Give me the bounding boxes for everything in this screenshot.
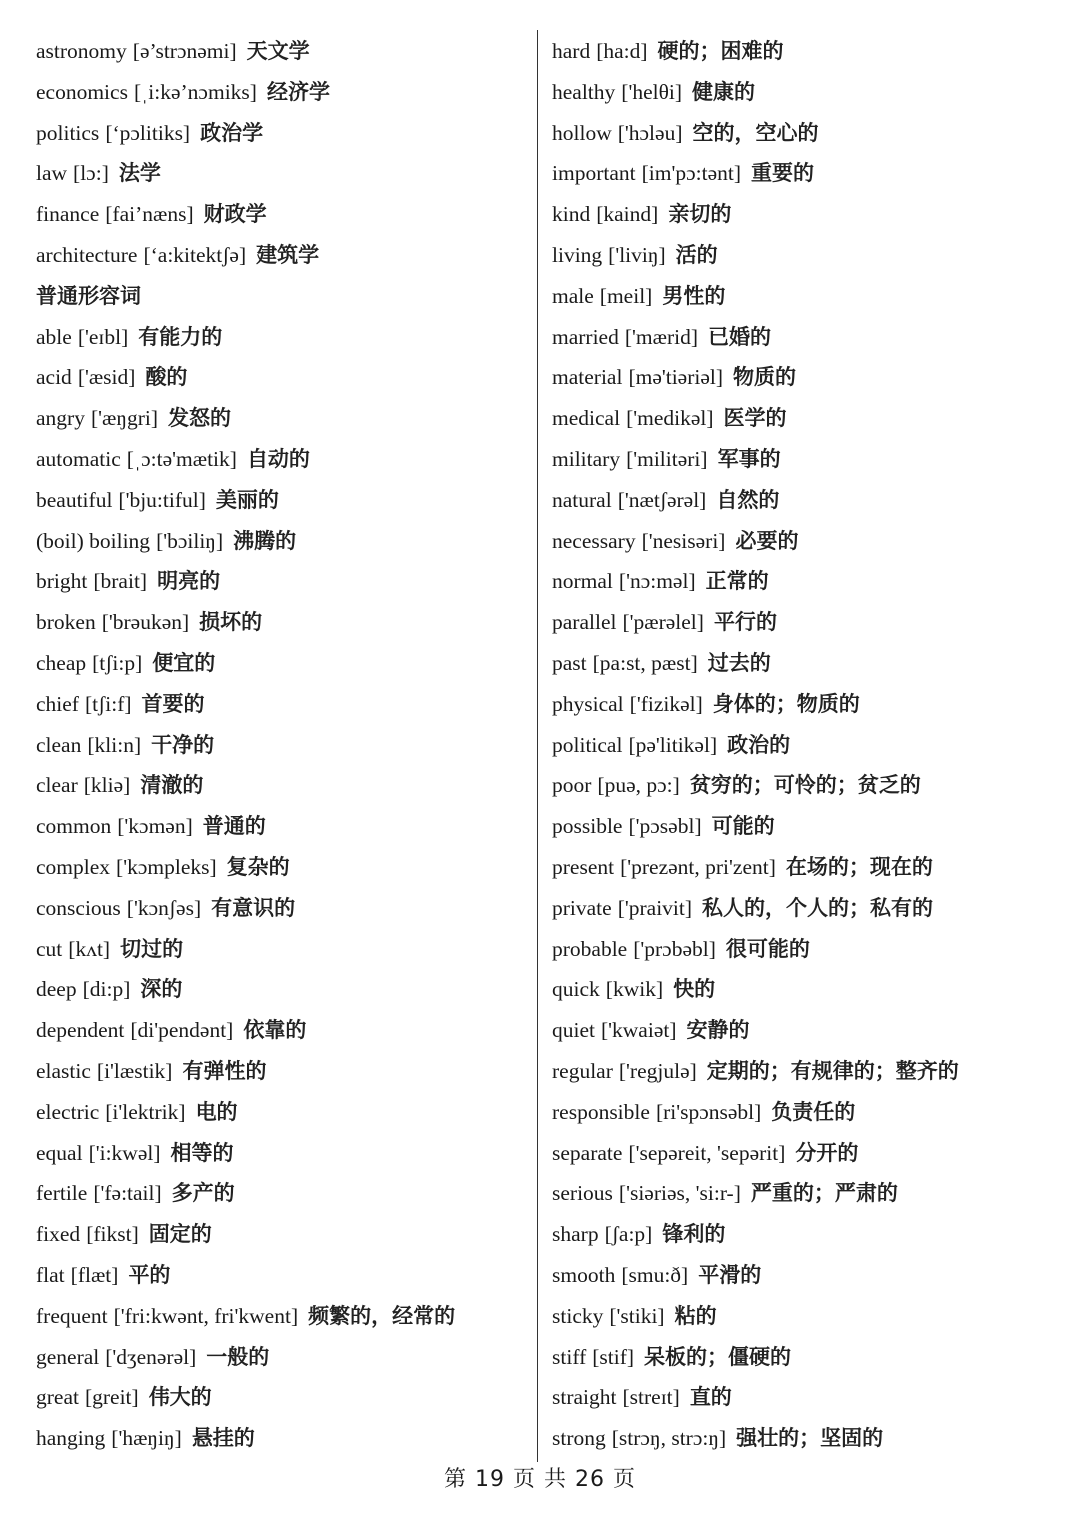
vocab-translation: 损坏的 (199, 610, 263, 635)
vocab-phonetic: ['regjulə] (618, 1058, 697, 1083)
vocab-word: hanging (36, 1426, 106, 1451)
vocab-phonetic: ['hɔləu] (617, 120, 683, 145)
vocab-word: smooth (552, 1262, 616, 1287)
vocab-translation: 平滑的 (698, 1262, 762, 1287)
vocab-word: political (552, 732, 623, 757)
vocab-word: living (552, 242, 603, 267)
vocab-entry (36, 929, 526, 970)
vocab-translation: 正常的 (705, 569, 769, 594)
vocab-word: clear (36, 773, 78, 798)
vocab-entry (36, 194, 526, 235)
vocab-translation: 身体的；物质的 (712, 691, 860, 716)
vocab-phonetic: ['liviŋ] (608, 242, 666, 267)
vocab-phonetic: [streɪt] (622, 1385, 680, 1410)
vocab-phonetic: ['stiki] (609, 1303, 665, 1328)
vocab-translation: 政治的 (727, 732, 791, 757)
vocab-word: electric (36, 1099, 100, 1124)
vocab-translation: 硬的；困难的 (657, 39, 784, 63)
vocab-entry (36, 480, 526, 521)
vocab-phonetic: [ə’strɔnəmi] (132, 39, 237, 63)
vocab-phonetic: ['siəriəs, 'si:r-] (618, 1181, 741, 1206)
vocab-entry (36, 235, 526, 276)
vocab-entry (36, 1377, 526, 1418)
vocab-translation: 财政学 (203, 202, 267, 227)
vocab-entry (36, 1296, 526, 1337)
vocab-phonetic: [kwik] (605, 977, 664, 1002)
vocab-word: healthy (552, 79, 616, 104)
vocab-translation: 医学的 (723, 406, 787, 431)
vocab-word: cut (36, 936, 63, 961)
vocab-entry (36, 1214, 526, 1255)
vocab-translation: 强壮的；坚固的 (736, 1426, 884, 1451)
vocab-entry (36, 439, 526, 480)
vocab-translation: 分开的 (795, 1140, 859, 1165)
vocab-phonetic: [kaind] (596, 202, 659, 227)
vocab-word: straight (552, 1385, 617, 1410)
vocab-phonetic: ['nɔ:məl] (618, 569, 696, 594)
vocab-translation: 复杂的 (226, 854, 290, 879)
vocab-phonetic: [kʌt] (68, 936, 111, 961)
vocab-entry (36, 31, 526, 72)
vocab-entry (36, 602, 526, 643)
vocab-entry (552, 1418, 1072, 1459)
vocab-translation: 美丽的 (215, 487, 279, 512)
vocab-entry (552, 643, 1072, 684)
vocab-phonetic: ['i:kwəl] (88, 1140, 161, 1165)
vocab-phonetic: [ri'spɔnsəbl] (655, 1099, 762, 1124)
vocab-translation: 首要的 (141, 691, 205, 716)
vocab-translation: 健康的 (692, 79, 756, 104)
vocab-word: important (552, 161, 636, 186)
vocab-translation: 私人的，个人的；私有的 (702, 895, 934, 920)
vocab-translation: 固定的 (148, 1222, 212, 1247)
vocab-word: serious (552, 1181, 613, 1206)
vocab-word: broken (36, 610, 96, 635)
vocab-translation: 过去的 (707, 650, 771, 675)
vocab-translation: 已婚的 (708, 324, 771, 349)
vocab-entry (552, 969, 1072, 1010)
vocab-entry (36, 806, 526, 847)
vocab-translation: 贫穷的；可怜的；贫乏的 (689, 773, 921, 798)
vocab-entry (36, 725, 526, 766)
vocab-translation: 粘的 (674, 1303, 717, 1328)
vocab-translation: 一般的 (206, 1344, 270, 1369)
vocab-entry (36, 765, 526, 806)
vocab-word: stiff (552, 1344, 587, 1369)
vocab-entry (552, 317, 1072, 358)
vocab-entry (36, 1337, 526, 1378)
vocab-phonetic: ['militəri] (626, 446, 708, 471)
vocab-word: strong (552, 1426, 606, 1451)
vocab-translation: 经济学 (266, 79, 330, 104)
vocab-phonetic: [fai’næns] (105, 202, 194, 227)
vocab-translation: 发怒的 (168, 406, 232, 431)
vocab-translation: 有弹性的 (182, 1058, 267, 1083)
vocab-phonetic: [smu:ð] (621, 1262, 689, 1287)
vocab-phonetic: ['hæŋiŋ] (111, 1426, 182, 1451)
vocab-word: cheap (36, 650, 87, 675)
vocab-word: natural (552, 487, 612, 512)
vocab-entry (36, 561, 526, 602)
vocab-word: male (552, 283, 594, 308)
vocab-entry (552, 1337, 1072, 1378)
vocab-entry (36, 1173, 526, 1214)
vocab-entry (552, 31, 1072, 72)
vocab-entry (552, 847, 1072, 888)
vocab-word: frequent (36, 1303, 108, 1328)
vocab-word: common (36, 814, 112, 839)
vocab-phonetic: ['fizikəl] (629, 691, 703, 716)
vocab-word: deep (36, 977, 77, 1002)
vocab-phonetic: ['prezənt, pri'zent] (620, 854, 776, 879)
vocab-translation: 普通的 (202, 814, 266, 839)
vocab-word: past (552, 650, 587, 675)
vocab-phonetic: ['fə:tail] (93, 1181, 162, 1206)
vocab-word: probable (552, 936, 628, 961)
vocab-entry (552, 1173, 1072, 1214)
vocab-phonetic: [tʃi:f] (84, 691, 132, 716)
vocab-word: flat (36, 1262, 65, 1287)
vocab-phonetic: [‘a:kitektʃə] (143, 242, 247, 267)
vocab-translation: 有意识的 (211, 895, 296, 920)
vocab-phonetic: ['pærəlel] (622, 610, 704, 635)
vocab-entry (36, 72, 526, 113)
vocab-phonetic: [i'læstik] (96, 1058, 173, 1083)
vocab-word: parallel (552, 610, 617, 635)
vocab-entry (36, 521, 526, 562)
vocab-phonetic: [di:p] (82, 977, 131, 1002)
vocab-entry (36, 1010, 526, 1051)
vocab-entry (552, 929, 1072, 970)
vocab-word: law (36, 161, 68, 186)
vocab-word: bright (36, 569, 88, 594)
vocab-word: married (552, 324, 619, 349)
vocab-phonetic: ['bju:tiful] (118, 487, 206, 512)
vocab-phonetic: [i'lektrik] (105, 1099, 186, 1124)
vocab-entry (552, 1133, 1072, 1174)
vocab-entry (552, 602, 1072, 643)
vocab-word: angry (36, 406, 85, 431)
vocab-translation: 平的 (128, 1262, 171, 1287)
vocab-word: great (36, 1385, 79, 1410)
vocab-entry (552, 398, 1072, 439)
vocab-entry (552, 1214, 1072, 1255)
vocab-phonetic: ['pɔsəbl] (628, 814, 702, 839)
vocab-word: acid (36, 365, 72, 390)
vocab-entry (552, 480, 1072, 521)
vocab-phonetic: ['dʒenərəl] (105, 1344, 197, 1369)
vocab-word: elastic (36, 1058, 91, 1083)
vocab-translation: 定期的；有规律的；整齐的 (706, 1058, 959, 1083)
vocab-entry (36, 317, 526, 358)
vocab-entry (552, 113, 1072, 154)
vocab-translation: 安静的 (686, 1018, 750, 1043)
vocab-phonetic: [flæt] (70, 1262, 119, 1287)
vocab-phonetic: ['kwaiət] (601, 1018, 677, 1043)
section-heading-text: 普通形容词 (36, 283, 141, 308)
vocab-translation: 锋利的 (662, 1222, 726, 1247)
vocab-phonetic: ['brəukən] (101, 610, 190, 635)
vocab-entry (552, 1296, 1072, 1337)
vocab-word: sharp (552, 1222, 599, 1247)
vocab-phonetic: ['nætʃərəl] (617, 487, 707, 512)
vocab-phonetic: [stif] (592, 1344, 635, 1369)
vocab-entry (36, 357, 526, 398)
vocab-entry (552, 439, 1072, 480)
vocab-translation: 重要的 (751, 161, 815, 186)
vocab-entry (36, 153, 526, 194)
vocab-word: present (552, 854, 615, 879)
vocab-translation: 明亮的 (157, 569, 221, 594)
vocab-word: architecture (36, 242, 138, 267)
vocab-entry (552, 561, 1072, 602)
vocab-phonetic: ['kɔnʃəs] (126, 895, 202, 920)
vocab-translation: 切过的 (120, 936, 184, 961)
vocab-phonetic: [meil] (599, 283, 653, 308)
vocab-translation: 负责任的 (771, 1099, 856, 1124)
vocab-translation: 伟大的 (148, 1385, 212, 1410)
vocab-word: equal (36, 1140, 83, 1165)
vocab-word: kind (552, 202, 591, 227)
vocab-phonetic: ['helθi] (621, 79, 683, 104)
vocab-translation: 悬挂的 (191, 1426, 255, 1451)
vocab-translation: 自动的 (246, 446, 310, 471)
vocab-phonetic: [pə'litikəl] (628, 732, 718, 757)
vocab-translation: 深的 (140, 977, 183, 1002)
vocab-entry (36, 684, 526, 725)
vocab-word: regular (552, 1058, 613, 1083)
vocab-word: hard (552, 39, 591, 63)
vocab-translation: 相等的 (170, 1140, 234, 1165)
vocab-phonetic: ['praivit] (617, 895, 693, 920)
vocab-entry (36, 847, 526, 888)
vocab-translation: 酸的 (145, 365, 188, 390)
vocab-translation: 物质的 (733, 365, 797, 390)
vocab-phonetic: ['kɔmpleks] (116, 854, 217, 879)
vocab-translation: 快的 (673, 977, 716, 1002)
vocab-entry (552, 235, 1072, 276)
vocab-entry (36, 643, 526, 684)
vocab-entry (36, 888, 526, 929)
vocab-phonetic: [‘pɔlitiks] (105, 120, 191, 145)
vocab-word: conscious (36, 895, 121, 920)
vocab-translation: 可能的 (711, 814, 775, 839)
vocab-phonetic: [kli:n] (87, 732, 142, 757)
vocab-word: poor (552, 773, 592, 798)
vocab-word: military (552, 446, 621, 471)
vocab-entry (36, 1133, 526, 1174)
vocab-phonetic: [ˌɔ:tə'mætik] (126, 446, 237, 471)
vocab-phonetic: [im'pɔ:tənt] (641, 161, 742, 186)
vocab-phonetic: [ˌi:kə’nɔmiks] (133, 79, 257, 104)
vocab-translation: 呆板的；僵硬的 (644, 1344, 792, 1369)
vocab-word: fixed (36, 1222, 81, 1247)
vocab-phonetic: [pa:st, pæst] (592, 650, 698, 675)
vocab-translation: 军事的 (717, 446, 781, 471)
page-footer: 第 19 页 共 26 页 (444, 1467, 636, 1492)
vocab-translation: 电的 (195, 1099, 238, 1124)
vocab-translation: 沸腾的 (233, 528, 297, 553)
vocab-translation: 建筑学 (256, 242, 320, 267)
vocab-translation: 天文学 (246, 39, 310, 63)
vocab-word: (boil) boiling (36, 528, 151, 553)
vocab-translation: 便宜的 (152, 650, 216, 675)
vocab-entry (36, 1051, 526, 1092)
vocab-entry (552, 1255, 1072, 1296)
vocab-column-right (552, 31, 1072, 1459)
vocab-phonetic: ['bɔiliŋ] (156, 528, 224, 553)
vocab-word: complex (36, 854, 111, 879)
vocab-entry (552, 1377, 1072, 1418)
vocab-word: general (36, 1344, 100, 1369)
vocab-word: physical (552, 691, 624, 716)
vocab-phonetic: [kliə] (83, 773, 131, 798)
vocab-phonetic: [di'pendənt] (130, 1018, 234, 1043)
vocab-word: responsible (552, 1099, 650, 1124)
vocab-phonetic: ['nesisəri] (641, 528, 726, 553)
vocab-translation: 多产的 (171, 1181, 235, 1206)
vocab-phonetic: [mə'tiəriəl] (628, 365, 724, 390)
vocab-entry (36, 398, 526, 439)
vocab-entry (36, 1092, 526, 1133)
vocab-word: hollow (552, 120, 612, 145)
vocab-phonetic: [fikst] (86, 1222, 139, 1247)
vocab-translation: 依靠的 (243, 1018, 307, 1043)
vocab-word: separate (552, 1140, 623, 1165)
vocab-translation: 男性的 (662, 283, 726, 308)
vocab-translation: 有能力的 (138, 324, 223, 349)
section-heading (36, 276, 526, 317)
vocab-translation: 空的，空心的 (692, 120, 819, 145)
vocab-translation: 政治学 (200, 120, 264, 145)
vocab-entry (552, 72, 1072, 113)
vocab-word: possible (552, 814, 623, 839)
vocab-entry (552, 521, 1072, 562)
vocab-word: quiet (552, 1018, 595, 1043)
vocab-entry (552, 806, 1072, 847)
vocab-phonetic: ['prɔbəbl] (633, 936, 716, 961)
vocab-entry (36, 1255, 526, 1296)
vocab-phonetic: [strɔŋ, strɔ:ŋ] (611, 1426, 727, 1451)
vocab-translation: 自然的 (716, 487, 780, 512)
vocab-translation: 干净的 (151, 732, 215, 757)
vocab-word: economics (36, 79, 128, 104)
vocab-phonetic: [tʃi:p] (92, 650, 143, 675)
vocab-translation: 直的 (689, 1385, 732, 1410)
vocab-entry (552, 684, 1072, 725)
vocab-phonetic: ['eɪbl] (77, 324, 129, 349)
vocab-phonetic: [brait] (93, 569, 148, 594)
vocab-word: necessary (552, 528, 636, 553)
vocab-word: private (552, 895, 612, 920)
vocab-entry (36, 1418, 526, 1459)
vocab-column-left (36, 31, 526, 1459)
vocab-phonetic: [lɔ:] (73, 161, 109, 186)
vocab-entry (552, 1092, 1072, 1133)
vocab-entry (36, 113, 526, 154)
vocab-word: dependent (36, 1018, 125, 1043)
vocab-translation: 很可能的 (725, 936, 810, 961)
vocab-phonetic: [ha:d] (596, 39, 648, 63)
vocab-word: quick (552, 977, 600, 1002)
column-divider (537, 30, 538, 1462)
vocab-entry (552, 276, 1072, 317)
vocab-translation: 清澈的 (140, 773, 204, 798)
vocab-entry (552, 357, 1072, 398)
vocab-phonetic: [greit] (84, 1385, 139, 1410)
vocab-word: able (36, 324, 72, 349)
vocab-translation: 法学 (118, 161, 161, 186)
vocab-translation: 活的 (675, 242, 718, 267)
vocab-entry (552, 1010, 1072, 1051)
vocab-entry (552, 153, 1072, 194)
vocab-phonetic: ['mærid] (624, 324, 698, 349)
vocab-word: chief (36, 691, 79, 716)
vocab-phonetic: [ʃa:p] (604, 1222, 653, 1247)
vocab-phonetic: ['fri:kwənt, fri'kwent] (113, 1303, 299, 1328)
vocab-word: normal (552, 569, 613, 594)
vocab-word: astronomy (36, 39, 127, 63)
vocab-translation: 亲切的 (668, 202, 732, 227)
vocab-word: automatic (36, 446, 121, 471)
vocab-word: beautiful (36, 487, 113, 512)
vocab-word: material (552, 365, 623, 390)
vocab-translation: 必要的 (735, 528, 799, 553)
vocab-entry (552, 725, 1072, 766)
vocab-word: politics (36, 120, 100, 145)
vocab-word: fertile (36, 1181, 88, 1206)
vocab-entry (36, 969, 526, 1010)
vocab-phonetic: [puə, pɔ:] (597, 773, 680, 798)
vocab-translation: 频繁的，经常的 (308, 1303, 456, 1328)
vocab-phonetic: ['kɔmən] (117, 814, 193, 839)
vocab-entry (552, 765, 1072, 806)
vocab-word: finance (36, 202, 100, 227)
vocab-word: sticky (552, 1303, 604, 1328)
vocab-phonetic: ['medikəl] (626, 406, 714, 431)
vocab-translation: 平行的 (713, 610, 777, 635)
vocab-entry (552, 194, 1072, 235)
vocab-translation: 在场的；现在的 (785, 854, 933, 879)
vocab-word: medical (552, 406, 621, 431)
vocab-entry (552, 1051, 1072, 1092)
vocab-phonetic: ['æŋgri] (90, 406, 159, 431)
vocab-entry (552, 888, 1072, 929)
vocab-translation: 严重的；严肃的 (750, 1181, 898, 1206)
vocab-word: clean (36, 732, 82, 757)
vocab-phonetic: ['æsid] (77, 365, 136, 390)
vocab-phonetic: ['sepəreit, 'sepərit] (628, 1140, 786, 1165)
